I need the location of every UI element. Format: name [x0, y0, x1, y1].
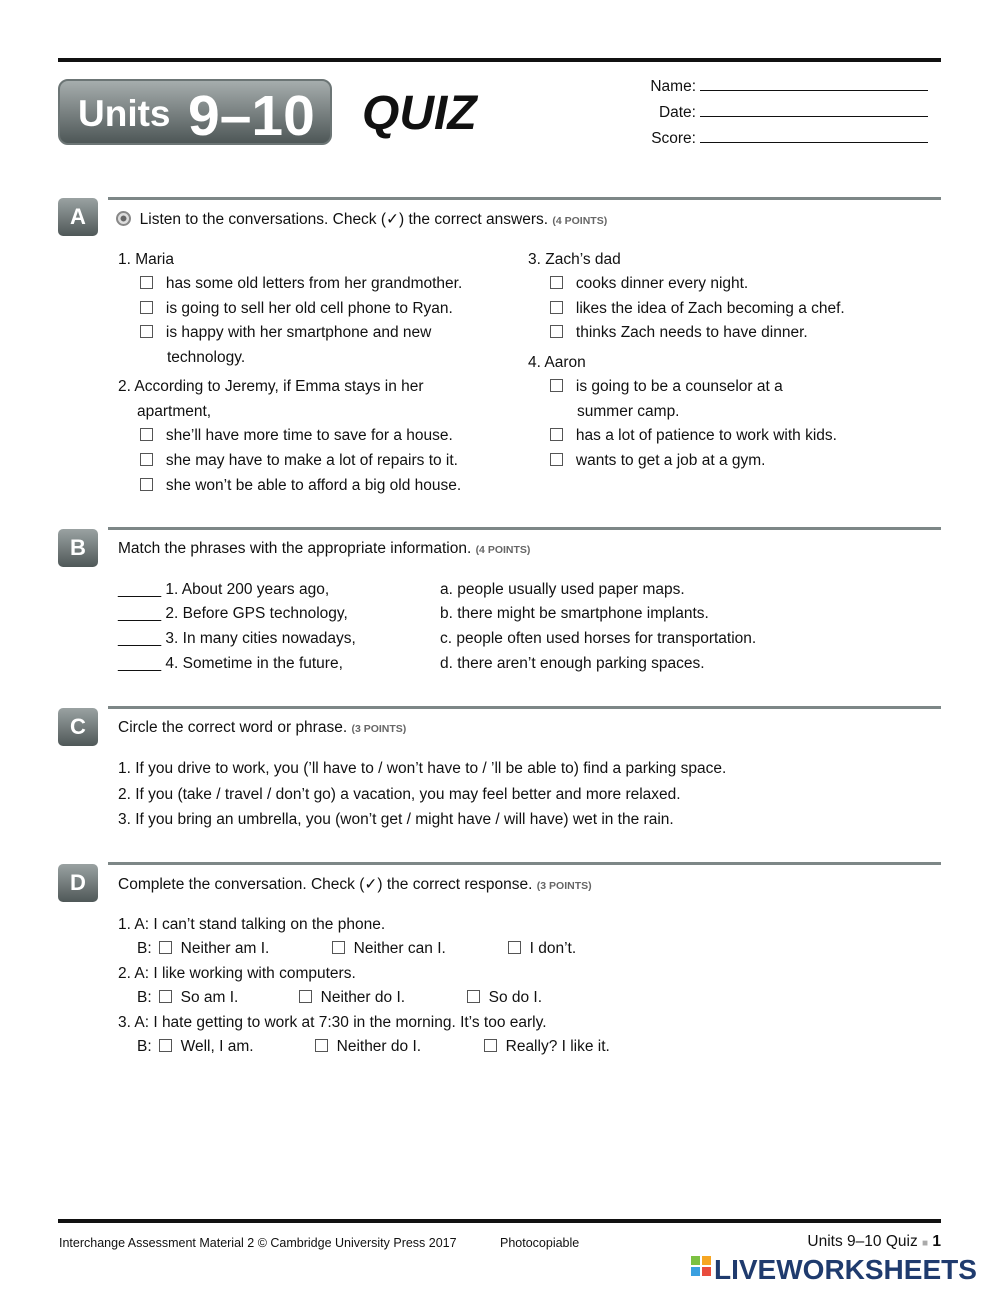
instruction-text: Circle the correct word or phrase. [118, 719, 348, 736]
option-text: has a lot of patience to work with kids. [575, 427, 837, 444]
circle-item[interactable]: 3. If you bring an umbrella, you (won’t get / might have / will have) wet in the rain. [118, 811, 674, 828]
checkbox[interactable] [550, 428, 563, 441]
checkbox[interactable] [140, 478, 153, 491]
points: (4 POINTS) [475, 544, 531, 556]
checkbox[interactable] [550, 276, 563, 289]
section-c-instruction [118, 719, 406, 737]
b-label: B: [137, 1038, 152, 1055]
units-number: 9–10 [188, 84, 315, 148]
section-a-badge: A [58, 198, 98, 236]
option[interactable] [140, 477, 461, 495]
page-number: 1 [932, 1233, 941, 1250]
checkbox[interactable] [140, 428, 153, 441]
section-c-rule [108, 706, 941, 709]
option[interactable] [550, 275, 748, 293]
option[interactable] [550, 324, 808, 342]
option-text: So do I. [488, 989, 543, 1006]
match-left-item[interactable]: _____ 4. Sometime in the future, [118, 655, 343, 672]
date-field[interactable] [659, 102, 928, 122]
option[interactable] [140, 300, 453, 318]
dialogue-a: 3. A: I hate getting to work at 7:30 in the morning. It’s too early. [118, 1014, 547, 1031]
option[interactable] [550, 427, 837, 445]
audio-icon[interactable] [116, 211, 131, 226]
logo-text: LIVEWORKSHEETS [714, 1254, 977, 1285]
question-stem: apartment, [137, 403, 212, 420]
section-b-instruction [118, 540, 530, 558]
option[interactable] [332, 940, 446, 958]
dialogue-a: 2. A: I like working with computers. [118, 965, 356, 982]
option-text: Neither can I. [353, 940, 446, 957]
option-text: Really? I like it. [505, 1038, 610, 1055]
option[interactable] [159, 940, 269, 958]
option-text: is going to sell her old cell phone to Ryan. [165, 300, 453, 317]
match-right-item: c. people often used horses for transportation. [440, 630, 757, 647]
checkbox[interactable] [315, 1039, 328, 1052]
name-label: Name: [650, 78, 696, 95]
instruction-text: Match the phrases with the appropriate information. [118, 540, 472, 557]
checkbox[interactable] [550, 453, 563, 466]
checkbox[interactable] [550, 325, 563, 338]
checkbox[interactable] [159, 1039, 172, 1052]
score-label: Score: [651, 130, 696, 147]
checkbox[interactable] [140, 453, 153, 466]
top-rule [58, 58, 941, 62]
date-label: Date: [658, 104, 696, 121]
option-text: Neither am I. [180, 940, 270, 957]
bottom-rule [58, 1219, 941, 1223]
photocopiable: Photocopiable [500, 1236, 580, 1250]
option[interactable] [140, 275, 462, 293]
option-text: she may have to make a lot of repairs to it. [165, 452, 458, 469]
option-text: Neither do I. [320, 989, 406, 1006]
units-banner [58, 79, 332, 148]
quiz-label: Units 9–10 Quiz [807, 1233, 918, 1250]
page-footer-label: Units 9–10 Quiz ■ 1 [807, 1233, 941, 1250]
option[interactable] [315, 1038, 421, 1056]
points: (3 POINTS) [536, 880, 592, 892]
checkbox[interactable] [550, 301, 563, 314]
option-text: likes the idea of Zach becoming a chef. [575, 300, 845, 317]
option-text: Neither do I. [336, 1038, 422, 1055]
option-text: cooks dinner every night. [575, 275, 749, 292]
question-stem: 4. Aaron [528, 354, 586, 371]
section-d-instruction [118, 875, 592, 894]
option[interactable] [140, 427, 453, 445]
liveworksheets-logo [690, 1254, 977, 1286]
b-label: B: [137, 989, 152, 1006]
checkbox[interactable] [159, 941, 172, 954]
option-text: has some old letters from her grandmother. [165, 275, 463, 292]
option-text: So am I. [180, 989, 239, 1006]
option[interactable] [550, 378, 783, 396]
section-a-rule [108, 197, 941, 200]
option-text: she won’t be able to afford a big old house. [165, 477, 462, 494]
question-stem: 3. Zach’s dad [528, 251, 621, 268]
section-b-rule [108, 527, 941, 530]
checkbox[interactable] [332, 941, 345, 954]
option-text: wants to get a job at a gym. [575, 452, 766, 469]
option[interactable] [484, 1038, 610, 1056]
match-right-item: d. there aren’t enough parking spaces. [440, 655, 705, 672]
score-field[interactable] [651, 128, 928, 148]
points: (4 POINTS) [552, 215, 608, 227]
checkbox[interactable] [140, 276, 153, 289]
checkbox[interactable] [508, 941, 521, 954]
checkbox[interactable] [140, 325, 153, 338]
option[interactable] [550, 300, 845, 318]
copyright: Interchange Assessment Material 2 © Cambridge University Press 2017 [59, 1236, 457, 1250]
quiz-title: QUIZ [362, 87, 477, 140]
option-text: thinks Zach needs to have dinner. [575, 324, 808, 341]
checkbox[interactable] [484, 1039, 497, 1052]
circle-item[interactable]: 2. If you (take / travel / don’t go) a vacation, you may feel better and more relaxed. [118, 786, 681, 803]
section-d-badge: D [58, 864, 98, 902]
checkbox[interactable] [299, 990, 312, 1003]
name-field[interactable] [650, 76, 928, 96]
option[interactable] [550, 452, 765, 470]
checkbox[interactable] [159, 990, 172, 1003]
match-right-item: a. people usually used paper maps. [440, 581, 685, 598]
option[interactable] [467, 989, 542, 1007]
option-text: technology. [167, 349, 246, 366]
checkbox[interactable] [467, 990, 480, 1003]
question-stem: 2. According to Jeremy, if Emma stays in her [118, 378, 424, 395]
section-d-rule [108, 862, 941, 865]
instruction-text: Listen to the conversations. Check (✓) the correct answers. [139, 211, 549, 228]
option[interactable] [299, 989, 405, 1007]
option-text: she’ll have more time to save for a house. [165, 427, 453, 444]
option-text: summer camp. [577, 403, 680, 420]
option-text: is happy with her smartphone and new [165, 324, 432, 341]
instruction-text: Complete the conversation. Check (✓) the correct response. [118, 876, 533, 893]
section-a-instruction [116, 210, 607, 229]
match-left-item[interactable]: _____ 2. Before GPS technology, [118, 605, 348, 622]
match-right-item: b. there might be smartphone implants. [440, 605, 709, 622]
option-text: is going to be a counselor at a [575, 378, 783, 395]
match-left-item[interactable]: _____ 3. In many cities nowadays, [118, 630, 356, 647]
points: (3 POINTS) [351, 723, 407, 735]
option[interactable] [140, 324, 431, 342]
circle-item[interactable]: 1. If you drive to work, you (’ll have to / won’t have to / ’ll be able to) find a parking space. [118, 760, 727, 777]
section-c-badge: C [58, 708, 98, 746]
option[interactable] [140, 452, 458, 470]
dialogue-a: 1. A: I can’t stand talking on the phone. [118, 916, 386, 933]
option-text: Well, I am. [180, 1038, 254, 1055]
b-label: B: [137, 940, 152, 957]
checkbox[interactable] [140, 301, 153, 314]
checkbox[interactable] [550, 379, 563, 392]
units-label: Units [78, 93, 171, 134]
option-text: I don’t. [529, 940, 577, 957]
question-stem: 1. Maria [118, 251, 174, 268]
section-b-badge: B [58, 529, 98, 567]
option[interactable] [159, 989, 238, 1007]
option[interactable] [508, 940, 576, 958]
match-left-item[interactable]: _____ 1. About 200 years ago, [118, 581, 330, 598]
option[interactable] [159, 1038, 254, 1056]
